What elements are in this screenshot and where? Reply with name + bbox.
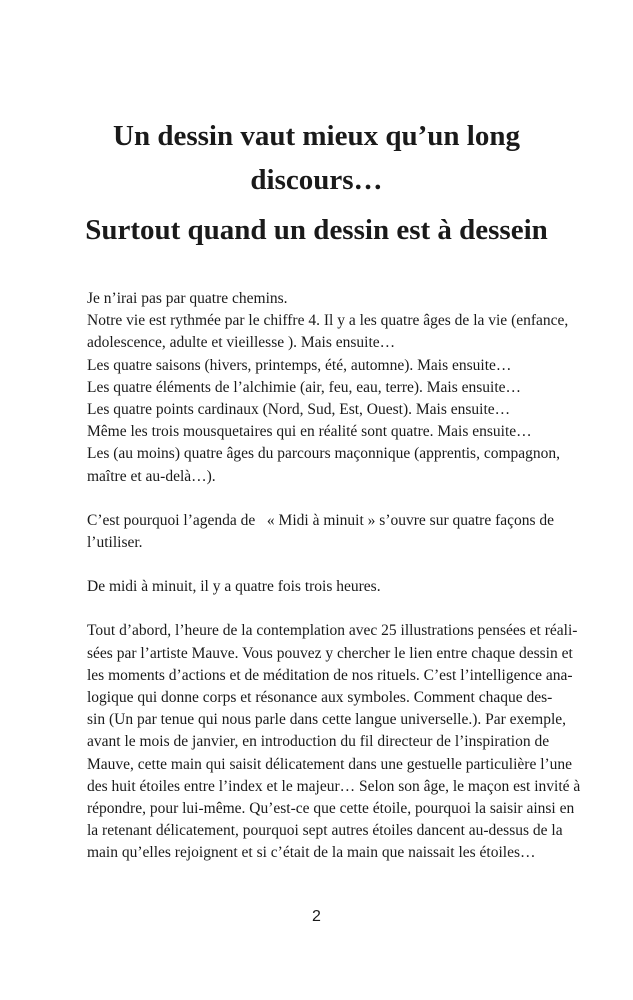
paragraph-quatre-chemins: [87, 288, 569, 488]
text-line: la retenant délicatement, pourquoi sept autres étoiles dancent au-dessus de la: [87, 822, 563, 840]
paragraph-midi-minuit: [87, 576, 542, 598]
subtitle-heading: [60, 208, 573, 252]
text-line: main qu’elles rejoignent et si c’était de la main que naissait les étoiles…: [87, 844, 536, 862]
text-line: les moments d’actions et de méditation de nos rituels. C’est l’intelligence ana-: [87, 666, 573, 684]
text-line: Les quatre éléments de l’alchimie (air, feu, eau, terre). Mais ensuite…: [87, 378, 522, 396]
body-text: [87, 288, 581, 865]
text-line: Même les trois mousquetaires qui en réalité sont quatre. Mais ensuite…: [87, 423, 532, 441]
text-line: Mauve, cette main qui saisit délicatement dans une gestuelle particulière l’une: [87, 755, 573, 773]
text-line: Les quatre saisons (hivers, printemps, été, automne). Mais ensuite…: [87, 356, 512, 374]
text-line: Notre vie est rythmée par le chiffre 4. Il y a les quatre âges de la vie (enfance,: [87, 312, 569, 330]
text-line: Tout d’abord, l’heure de la contemplation avec 25 illustrations pensées et réali-: [87, 622, 578, 640]
text-line: sées par l’artiste Mauve. Vous pouvez y chercher le lien entre chaque dessin et: [87, 644, 573, 662]
text-line: répondre, pour lui-même. Qu’est-ce que cette étoile, pourquoi la saisir ainsi en: [87, 800, 575, 818]
paragraph-agenda: [87, 510, 555, 554]
text-line: maître et au-delà…).: [87, 467, 216, 485]
text-line: Les quatre points cardinaux (Nord, Sud, Est, Ouest). Mais ensuite…: [87, 401, 511, 419]
text-line: avant le mois de janvier, en introduction du fil directeur de l’inspiration de: [87, 733, 550, 751]
text-line: des huit étoiles entre l’index et le majeur… Selon son âge, le maçon est invité à: [87, 777, 581, 795]
text-line: logique qui donne corps et résonance aux symboles. Comment chaque des-: [87, 689, 553, 707]
subtitle-line: Surtout quand un dessin est à dessein: [85, 214, 548, 246]
paragraph-contemplation: [87, 620, 581, 864]
title-line-1: Un dessin vaut mieux qu’un long: [113, 120, 520, 152]
paragraph-gap: [87, 488, 542, 510]
title-heading: [60, 114, 573, 202]
paragraph-gap: [87, 554, 542, 576]
title-line-2: discours…: [250, 164, 383, 196]
text-line: Les (au moins) quatre âges du parcours maçonnique (apprentis, compagnon,: [87, 445, 561, 463]
page-number: 2: [312, 908, 321, 925]
text-line: l’utiliser.: [87, 534, 143, 552]
text-line: adolescence, adulte et vieillesse ). Mais ensuite…: [87, 334, 396, 352]
text-line: Je n’irai pas par quatre chemins.: [87, 290, 288, 307]
paragraph-gap: [87, 598, 542, 620]
text-line: C’est pourquoi l’agenda de « Midi à minuit » s’ouvre sur quatre façons de: [87, 511, 555, 529]
text-line: De midi à minuit, il y a quatre fois trois heures.: [87, 578, 381, 596]
text-line: sin (Un par tenue qui nous parle dans cette langue universelle.). Par exemple,: [87, 711, 567, 729]
